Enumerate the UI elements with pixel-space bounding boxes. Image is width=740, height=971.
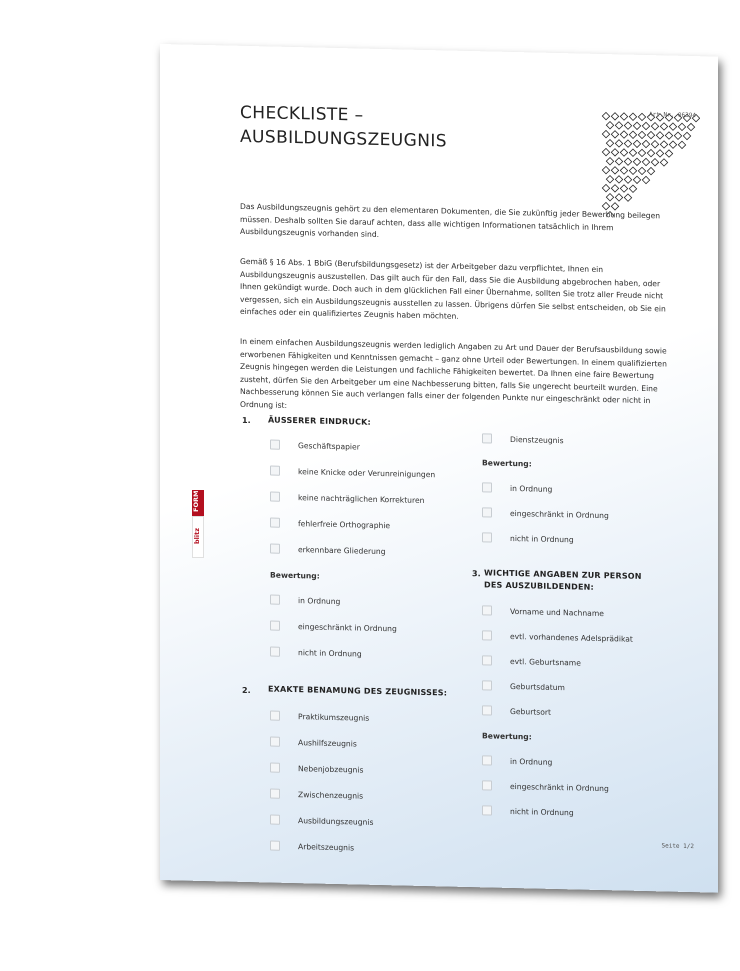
diamond-pattern-icon xyxy=(600,106,700,218)
checklist-item[interactable]: Nebenjobzeugnis xyxy=(270,762,363,774)
rating-option[interactable]: eingeschränkt in Ordnung xyxy=(482,507,609,520)
pattern-diamond xyxy=(615,140,622,147)
checklist-item[interactable]: Geburtsort xyxy=(482,705,551,717)
checkbox[interactable] xyxy=(270,439,280,449)
intro-paragraph-1: Das Ausbildungszeugnis gehört zu den elementaren Dokumenten, die Sie zukünftig jeder Bewerbung beilegen müssen. Deshalb sollten Sie darauf achten, dass alle wichtigen Informationen tatsächlich in Ihrem Ausbildungszeugnis vorhanden sind. xyxy=(240,201,661,240)
pattern-diamond xyxy=(606,140,613,147)
formblitz-logo: FORM blitz xyxy=(192,490,204,558)
pattern-diamond xyxy=(629,113,636,120)
pattern-diamond xyxy=(633,140,640,147)
pattern-diamond xyxy=(660,123,667,130)
checklist-item[interactable]: fehlerfreie Orthographie xyxy=(270,517,390,530)
section-3-heading: WICHTIGE ANGABEN ZUR PERSON DES AUSZUBILDENDEN: xyxy=(484,568,642,592)
pattern-diamond xyxy=(642,158,649,165)
checklist-item[interactable]: Ausbildungszeugnis xyxy=(270,814,373,826)
pattern-diamond xyxy=(620,113,627,120)
document-title xyxy=(240,101,447,154)
rating-option[interactable]: eingeschränkt in Ordnung xyxy=(482,780,609,793)
pattern-diamond xyxy=(633,176,640,183)
rating-option[interactable]: nicht in Ordnung xyxy=(270,646,362,658)
checkbox[interactable] xyxy=(270,762,280,772)
pattern-diamond xyxy=(629,167,636,174)
checkbox[interactable] xyxy=(270,814,280,824)
pattern-diamond xyxy=(629,185,636,192)
pattern-diamond xyxy=(606,158,613,165)
checkbox[interactable] xyxy=(270,736,280,746)
checkbox[interactable] xyxy=(482,780,492,790)
pattern-diamond xyxy=(642,176,649,183)
pattern-diamond xyxy=(620,167,627,174)
checklist-item[interactable]: Vorname und Nachname xyxy=(482,605,604,618)
pattern-diamond xyxy=(651,159,658,166)
checklist-item[interactable]: keine Knicke oder Verunreinigungen xyxy=(270,465,435,479)
pattern-diamond xyxy=(620,149,627,156)
pattern-diamond xyxy=(611,185,618,192)
checkbox[interactable] xyxy=(482,507,492,517)
pattern-diamond xyxy=(660,141,667,148)
pattern-diamond xyxy=(602,148,609,155)
checklist-item[interactable]: Geburtsdatum xyxy=(482,680,565,692)
checklist-item[interactable]: Geschäftspapier xyxy=(270,439,360,451)
checklist-item[interactable]: Dienstzeugnis xyxy=(482,433,564,445)
pattern-diamond xyxy=(611,167,618,174)
section-2-number: 2. xyxy=(242,685,251,696)
pattern-diamond xyxy=(678,141,685,148)
section-2-heading: EXAKTE BENAMUNG DES ZEUGNISSES: xyxy=(268,684,448,698)
checkbox[interactable] xyxy=(270,646,280,656)
pattern-diamond xyxy=(660,159,667,166)
checkbox[interactable] xyxy=(270,710,280,720)
pattern-diamond xyxy=(602,112,609,119)
pattern-diamond xyxy=(633,122,640,129)
pattern-diamond xyxy=(611,113,618,120)
rating-option[interactable]: in Ordnung xyxy=(482,482,552,494)
section-1-heading: ÄUSSERER EINDRUCK: xyxy=(268,415,371,427)
section-1-rating-label: Bewertung: xyxy=(270,570,320,581)
pattern-diamond xyxy=(687,123,694,130)
checkbox[interactable] xyxy=(270,594,280,604)
checklist-item[interactable]: evtl. vorhandenes Adelsprädikat xyxy=(482,630,633,643)
intro-paragraph-3: In einem einfachen Ausbildungszeugnis werden lediglich Angaben zu Art und Dauer der Berufsausbildung sowie erworbenen Fähigkeiten und Kenntnissen gemacht – ganz ohne Urteil oder Bewertungen. In einem qualifizierten Zeugnis hingegen werden die Leistungen und fachliche Fähigkeiten bewertet. Da Ihnen eine faire Bewertung zusteht, dürfen Sie den Arbeitgeber um eine Nachbesserung bitten, falls Sie ungerecht beurteilt wurden. Eine Nachbesserung können Sie auch verlangen falls einer der folgenden Punkte nur eingeschränkt oder nicht in Ordnung ist: xyxy=(240,336,667,410)
checklist-item[interactable]: Aushilfszeugnis xyxy=(270,736,357,748)
intro-paragraph-2: Gemäß § 16 Abs. 1 BbiG (Berufsbildungsgesetz) ist der Arbeitgeber dazu verpflichtet, Ihnen ein Ausbildungszeugnis auszustellen. Das gilt auch für den Fall, dass Sie die Ausbildung abgebrochen haben, oder Ihnen gekündigt wurde. Doch auch in dem glücklichen Fall einer Übernahme, sollten Sie trotz aller Freude nicht vergessen, sich ein Ausbildungszeugnis ausstellen zu lassen. Übrigens dürfen Sie selbst entscheiden, ob Sie ein einfaches oder ein qualifiziertes Zeugnis haben möchten. xyxy=(240,256,666,322)
checkbox[interactable] xyxy=(270,543,280,553)
pattern-diamond xyxy=(624,140,631,147)
pattern-diamond xyxy=(642,122,649,129)
pattern-diamond xyxy=(638,131,645,138)
pattern-diamond xyxy=(615,158,622,165)
checklist-item[interactable]: keine nachträglichen Korrekturen xyxy=(270,491,424,505)
pattern-diamond xyxy=(629,149,636,156)
pattern-diamond xyxy=(647,167,654,174)
pattern-diamond xyxy=(674,132,681,139)
checklist-item[interactable]: evtl. Geburtsname xyxy=(482,655,581,667)
checklist-item[interactable]: Zwischenzeugnis xyxy=(270,788,363,800)
pattern-diamond xyxy=(611,149,618,156)
document-page xyxy=(160,44,718,893)
pattern-diamond xyxy=(656,150,663,157)
pattern-diamond xyxy=(624,122,631,129)
rating-option[interactable]: in Ordnung xyxy=(270,594,340,606)
rating-option[interactable]: in Ordnung xyxy=(482,755,552,767)
pattern-diamond xyxy=(678,123,685,130)
section-2-rating-label: Bewertung: xyxy=(482,458,532,469)
pattern-diamond xyxy=(647,131,654,138)
pattern-diamond xyxy=(624,194,631,201)
checkbox[interactable] xyxy=(482,705,492,715)
pattern-diamond xyxy=(611,131,618,138)
checklist-item[interactable]: Arbeitszeugnis xyxy=(270,840,354,852)
pattern-diamond xyxy=(642,140,649,147)
pattern-diamond xyxy=(651,141,658,148)
pattern-diamond xyxy=(669,141,676,148)
article-number: Art.Nr. 06394 xyxy=(649,111,696,120)
checkbox[interactable] xyxy=(482,805,492,815)
checkbox[interactable] xyxy=(482,482,492,492)
page-number: Seite 1/2 xyxy=(661,842,694,851)
pattern-diamond xyxy=(665,132,672,139)
rating-option[interactable]: nicht in Ordnung xyxy=(482,805,574,817)
checkbox[interactable] xyxy=(482,680,492,690)
checklist-item[interactable]: erkennbare Gliederung xyxy=(270,543,386,556)
pattern-diamond xyxy=(669,123,676,130)
pattern-diamond xyxy=(656,132,663,139)
pattern-diamond xyxy=(602,166,609,173)
pattern-diamond xyxy=(638,149,645,156)
pattern-diamond xyxy=(615,194,622,201)
checkbox[interactable] xyxy=(270,465,280,475)
section-1-number: 1. xyxy=(242,415,251,426)
rating-option[interactable]: nicht in Ordnung xyxy=(482,532,574,544)
pattern-diamond xyxy=(606,122,613,129)
pattern-diamond xyxy=(615,176,622,183)
pattern-diamond xyxy=(624,176,631,183)
checkbox[interactable] xyxy=(270,620,280,630)
checkbox[interactable] xyxy=(482,655,492,665)
title-line-1: CHECKLISTE – xyxy=(240,102,364,126)
pattern-diamond xyxy=(615,122,622,129)
pattern-diamond xyxy=(620,131,627,138)
pattern-diamond xyxy=(602,130,609,137)
checkbox[interactable] xyxy=(270,491,280,501)
pattern-diamond xyxy=(620,185,627,192)
pattern-diamond xyxy=(624,158,631,165)
checkbox[interactable] xyxy=(270,840,280,850)
pattern-diamond xyxy=(647,149,654,156)
pattern-diamond xyxy=(633,158,640,165)
checkbox[interactable] xyxy=(482,532,492,542)
pattern-diamond xyxy=(606,194,613,201)
checkbox[interactable] xyxy=(482,433,492,443)
pattern-diamond xyxy=(651,123,658,130)
checkbox[interactable] xyxy=(482,630,492,640)
pattern-diamond xyxy=(629,131,636,138)
section-3-number: 3. xyxy=(472,569,481,579)
pattern-diamond xyxy=(638,113,645,120)
checkbox[interactable] xyxy=(270,517,280,527)
pattern-diamond xyxy=(665,150,672,157)
checkbox[interactable] xyxy=(270,788,280,798)
checkbox[interactable] xyxy=(482,755,492,765)
pattern-diamond xyxy=(638,167,645,174)
section-3-rating-label: Bewertung: xyxy=(482,731,532,742)
title-line-2: AUSBILDUNGSZEUGNIS xyxy=(240,126,447,152)
rating-option[interactable]: eingeschränkt in Ordnung xyxy=(270,620,397,633)
pattern-diamond xyxy=(683,132,690,139)
checklist-item[interactable]: Praktikumszeugnis xyxy=(270,710,369,722)
pattern-diamond xyxy=(602,184,609,191)
checkbox[interactable] xyxy=(482,605,492,615)
pattern-diamond xyxy=(606,176,613,183)
